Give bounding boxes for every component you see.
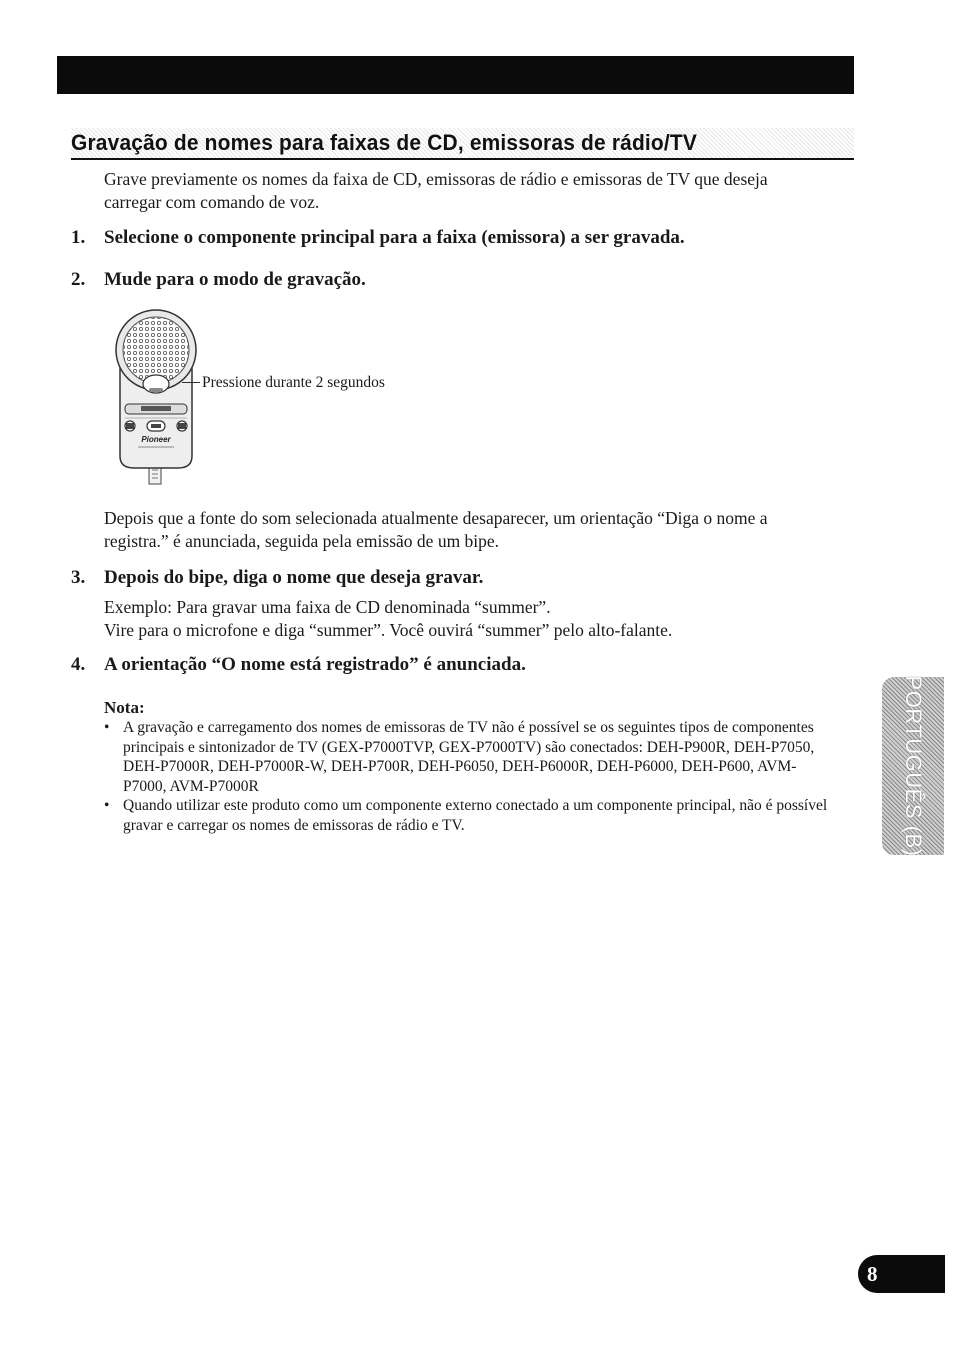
after-step2-paragraph: Depois que a fonte do som selecionada atualmente desaparecer, um orientação “Diga o nome a registra.” é anunciada, seguida pela emissão de um bipe. [104,508,768,551]
microphone-remote-icon [108,308,208,488]
note-item-text: Quando utilizar este produto como um componente externo conectado a um componente principal, não é possível gravar e carregar os nomes de emissoras de rádio e TV. [123,797,828,834]
callout-text: Pressione durante 2 segundos [202,374,385,391]
page-number: 8 [867,1262,878,1286]
note-item-text: A gravação e carregamento dos nomes de emissoras de TV não é possível se os seguintes tipos de componentes principais e sintonizador de TV (GEX-P7000TVP, GEX-P7000TV) são conectados: DEH-P900R, DEH-P7050, DEH-P7000R, DEH-P7000R-W, DEH-P700R, DEH-P6050, DEH-P6000R, DEH-P6000, DEH-P600, AVM-P7000, AVM-P7000R [123,719,815,795]
step-4 [71,653,526,677]
note-title: Nota: [104,698,145,717]
step-1 [71,226,685,250]
language-tab-label: PORTUGUÊS (B) [901,675,926,857]
step-3-example-line2: Vire para o microfone e diga “summer”. Você ouvirá “summer” pelo alto-falante. [104,620,673,640]
step-4-text: A orientação “O nome está registrado” é anunciada. [104,654,526,675]
note-item [104,796,834,835]
step-4-number: 4. [71,654,86,675]
language-tab [882,677,944,855]
note-item [104,718,834,796]
step-2-number: 2. [71,269,86,290]
step-3 [71,566,483,590]
step-3-text: Depois do bipe, diga o nome que deseja gravar. [104,567,484,588]
note-list [104,718,834,836]
step-1-number: 1. [71,227,86,248]
section-title: Gravação de nomes para faixas de CD, emissoras de rádio/TV [71,130,698,155]
bullet-icon: • [104,719,110,736]
step-2-text: Mude para o modo de gravação. [104,269,366,290]
step-3-example-line1: Exemplo: Para gravar uma faixa de CD denominada “summer”. [104,597,551,617]
mic-brand-label: Pioneer [141,435,171,444]
section-heading [71,128,854,160]
intro-paragraph: Grave previamente os nomes da faixa de CD, emissoras de rádio e emissoras de TV que deseja carregar com comando de voz. [104,169,768,212]
page-number-tab [858,1255,945,1293]
step-2 [71,268,366,292]
callout-line [182,382,200,383]
bullet-icon: • [104,797,110,815]
header-bar [57,56,854,94]
step-1-text: Selecione o componente principal para a faixa (emissora) a ser gravada. [104,227,685,248]
step-3-number: 3. [71,567,86,588]
